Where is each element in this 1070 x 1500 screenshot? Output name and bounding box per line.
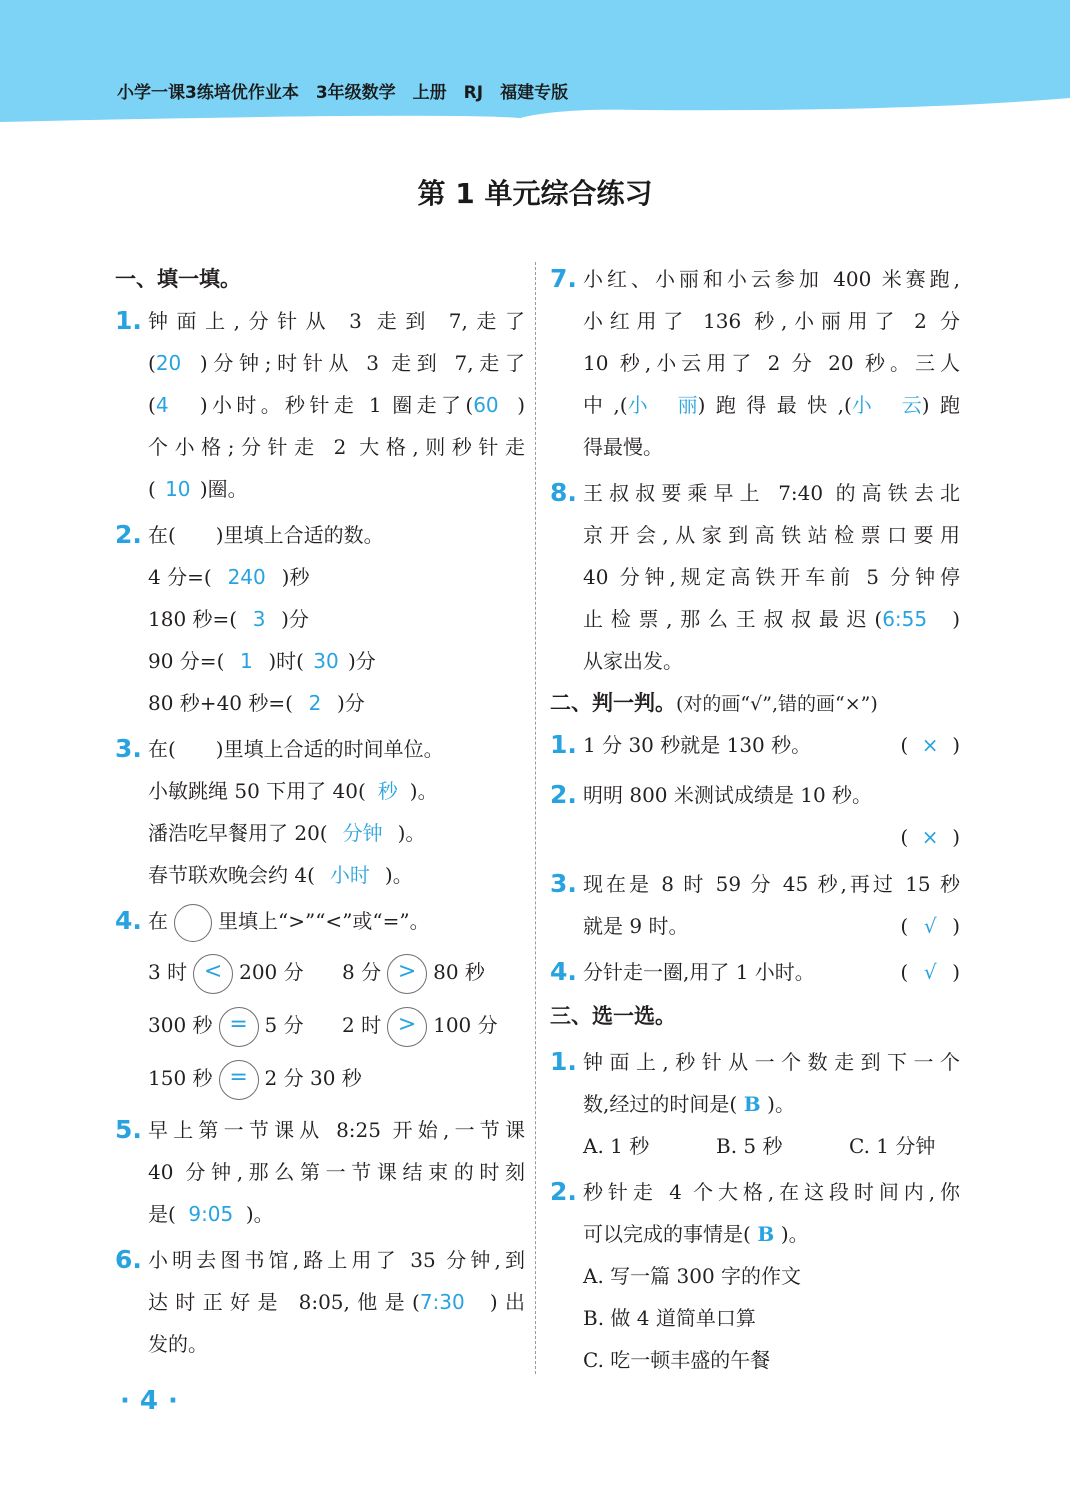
question-number: 7. xyxy=(550,264,577,293)
question-1-1 xyxy=(115,300,525,510)
answer: 2 xyxy=(308,691,322,715)
answer: 1 xyxy=(240,649,253,673)
question-number: 4. xyxy=(115,906,142,935)
left-column xyxy=(115,258,525,1365)
text-line: 达时正好是 8:05,他是(7:30 )出 xyxy=(148,1281,525,1323)
question-number: 3. xyxy=(115,734,142,763)
text-line: 4 分=( 240 )秒 xyxy=(148,556,525,598)
answer: 9:05 xyxy=(188,1202,234,1226)
answer: 30 xyxy=(313,649,339,673)
text-line: 得最慢。 xyxy=(583,435,663,459)
compare-row xyxy=(148,999,525,1052)
question-number: 1. xyxy=(115,306,142,335)
question-1-8 xyxy=(550,472,960,682)
text-line: 止检票,那么王叔叔最迟(6:55 ) xyxy=(583,598,960,640)
text-line: ( 10 )圈。 xyxy=(148,468,525,510)
section-2-note: (对的画“√”,错的画“×”) xyxy=(676,693,878,715)
empty-circle-icon xyxy=(174,904,212,942)
text-line: 现在是 8 时 59 分 45 秒,再过 15 秒 xyxy=(583,872,960,896)
text-line: 40 分钟,规定高铁开车前 5 分钟停 xyxy=(583,565,960,589)
text-line: 明明 800 米测试成绩是 10 秒。 xyxy=(583,783,873,807)
question-stem: 在( )里填上合适的时间单位。 xyxy=(148,737,444,761)
judge-answer: ( √ ) xyxy=(900,951,960,993)
text-line: 1 分 30 秒就是 130 秒。 ( × ) xyxy=(583,724,960,766)
text-line: 春节联欢晚会约 4( 小时 )。 xyxy=(148,854,525,896)
question-number: 2. xyxy=(550,1177,577,1206)
text-line: 小红用了 136 秒,小丽用了 2 分 xyxy=(583,309,960,333)
text-line: 就是 9 时。 ( √ ) xyxy=(583,905,960,947)
answer: 3 xyxy=(252,607,266,631)
question-number: 3. xyxy=(550,869,577,898)
header-book-title: 小学一课3练培优作业本 3年级数学 上册 RJ 福建专版 xyxy=(117,83,569,103)
text-line: 个小格;分针走 2 大格,则秒针走 xyxy=(148,435,525,459)
right-column xyxy=(550,258,960,1381)
text-line: 数,经过的时间是( B )。 xyxy=(583,1083,960,1125)
answer: B xyxy=(757,1222,775,1246)
question-number: 8. xyxy=(550,478,577,507)
text-line: 是( 9:05 )。 xyxy=(148,1193,525,1235)
question-1-4 xyxy=(115,900,525,1105)
text-line: 钟面上,秒针从一个数走到下一个 xyxy=(583,1050,960,1074)
answer: √ xyxy=(923,960,937,984)
answer: 6:55 xyxy=(882,607,928,631)
text-line: (4 )小时。秒针走 1 圈走了(60 ) xyxy=(148,384,525,426)
compare-item: 150 秒 = 2 分 30 秒 xyxy=(148,1052,362,1105)
answer: 4 xyxy=(155,393,169,417)
answer-circle: < xyxy=(193,954,233,994)
question-number: 2. xyxy=(115,520,142,549)
text-line: 小明去图书馆,路上用了 35 分钟,到 xyxy=(148,1248,525,1272)
text-line: 可以完成的事情是( B )。 xyxy=(583,1213,960,1255)
page-number: ·4· xyxy=(120,1386,188,1416)
question-1-5 xyxy=(115,1109,525,1235)
judge-item xyxy=(550,863,960,947)
text-line: 潘浩吃早餐用了 20( 分钟 )。 xyxy=(148,812,525,854)
section-1-heading: 一、填一填。 xyxy=(115,267,241,291)
judge-item xyxy=(550,724,960,766)
answer: 20 xyxy=(155,351,182,375)
judge-item xyxy=(550,951,960,993)
question-number: 2. xyxy=(550,780,577,809)
answer: 小丽 xyxy=(627,393,698,417)
answer-circle: > xyxy=(387,954,427,994)
choice-question-1 xyxy=(550,1041,960,1167)
answer: √ xyxy=(923,914,937,938)
answer: 10 xyxy=(165,477,191,501)
text-line: 秒针走 4 个大格,在这段时间内,你 xyxy=(583,1180,960,1204)
answer: B xyxy=(743,1092,761,1116)
option: A. 1 秒 xyxy=(583,1134,650,1158)
answer-circle: = xyxy=(219,1060,259,1100)
question-number: 6. xyxy=(115,1245,142,1274)
text-line: 40 分钟,那么第一节课结束的时刻 xyxy=(148,1160,525,1184)
answer: 240 xyxy=(227,565,266,589)
answer: × xyxy=(921,825,939,849)
question-number: 1. xyxy=(550,730,577,759)
compare-item: 8 分 > 80 秒 xyxy=(342,946,485,999)
answer-circle: > xyxy=(387,1007,427,1047)
compare-item: 3 时 < 200 分 xyxy=(148,946,342,999)
option: B. 做 4 道简单口算 xyxy=(583,1306,756,1330)
option: C. 1 分钟 xyxy=(849,1134,936,1158)
compare-row xyxy=(148,946,525,999)
text-line xyxy=(583,816,960,858)
judge-answer: ( × ) xyxy=(900,724,960,766)
judge-answer: ( × ) xyxy=(900,816,960,858)
question-1-7 xyxy=(550,258,960,468)
option: C. 吃一顿丰盛的午餐 xyxy=(583,1348,771,1372)
answer-circle: = xyxy=(219,1007,259,1047)
text-line: 王叔叔要乘早上 7:40 的高铁去北 xyxy=(583,481,960,505)
question-stem: 在 里填上“>”“<”或“=”。 xyxy=(148,900,525,942)
text-line: 180 秒=( 3 )分 xyxy=(148,598,525,640)
question-number: 5. xyxy=(115,1115,142,1144)
text-line: 中,(小丽)跑得最快,(小云)跑 xyxy=(583,384,960,426)
options-row xyxy=(583,1125,960,1167)
text-line: 小红、小丽和小云参加 400 米赛跑, xyxy=(583,267,960,291)
text-line: 从家出发。 xyxy=(583,649,683,673)
answer: 60 xyxy=(473,393,499,417)
question-number: 4. xyxy=(550,957,577,986)
text-line: 90 分=( 1 )时( 30 )分 xyxy=(148,640,525,682)
compare-item: 300 秒 = 5 分 xyxy=(148,999,342,1052)
section-2-heading: 二、判一判。(对的画“√”,错的画“×”) xyxy=(550,691,878,715)
question-1-3 xyxy=(115,728,525,896)
header-wave-background xyxy=(0,0,1070,130)
option: B. 5 秒 xyxy=(716,1134,783,1158)
answer: 小云 xyxy=(851,393,922,417)
answer: 小时 xyxy=(329,863,370,887)
question-1-6 xyxy=(115,1239,525,1365)
section-3-heading: 三、选一选。 xyxy=(550,1004,676,1028)
text-line: (20 )分钟;时针从 3 走到 7,走了 xyxy=(148,342,525,384)
text-line: 钟面上,分针从 3 走到 7,走了 xyxy=(148,309,525,333)
question-stem: 在( )里填上合适的数。 xyxy=(148,523,384,547)
choice-question-2 xyxy=(550,1171,960,1381)
answer: 7:30 xyxy=(419,1290,465,1314)
header-banner xyxy=(0,0,1070,130)
answer: 秒 xyxy=(377,779,398,803)
answer: 分钟 xyxy=(342,821,383,845)
text-line: 早上第一节课从 8:25 开始,一节课 xyxy=(148,1118,525,1142)
text-line: 小敏跳绳 50 下用了 40( 秒 )。 xyxy=(148,770,525,812)
text-line: 分针走一圈,用了 1 小时。 ( √ ) xyxy=(583,951,960,993)
option: A. 写一篇 300 字的作文 xyxy=(583,1264,802,1288)
text-line: 10 秒,小云用了 2 分 20 秒。三人 xyxy=(583,351,960,375)
judge-answer: ( √ ) xyxy=(900,905,960,947)
question-number: 1. xyxy=(550,1047,577,1076)
text-line: 80 秒+40 秒=( 2 )分 xyxy=(148,682,525,724)
compare-row xyxy=(148,1052,525,1105)
column-divider xyxy=(535,262,536,1374)
question-1-2 xyxy=(115,514,525,724)
answer: × xyxy=(921,733,939,757)
page-title: 第 1 单元综合练习 xyxy=(417,177,653,210)
text-line: 发的。 xyxy=(148,1332,208,1356)
compare-item: 2 时 > 100 分 xyxy=(342,999,498,1052)
judge-item xyxy=(550,774,960,858)
text-line: 京开会,从家到高铁站检票口要用 xyxy=(583,523,960,547)
